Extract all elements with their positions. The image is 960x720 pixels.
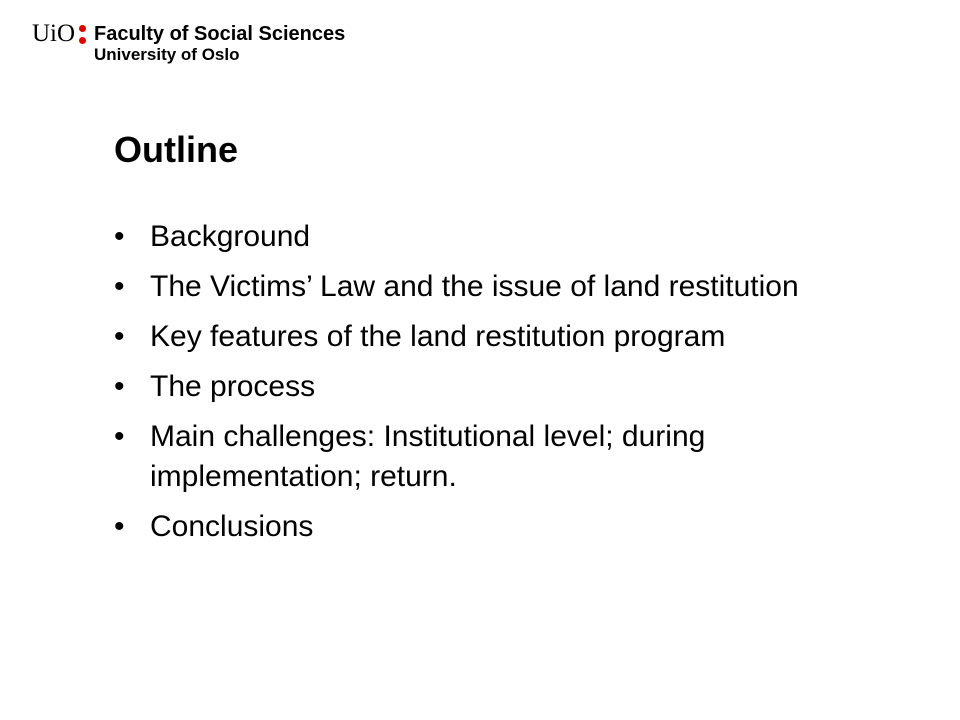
university-name: University of Oslo <box>94 45 240 64</box>
bullet-icon: • <box>114 220 125 253</box>
bullet-icon: • <box>114 510 125 543</box>
list-item-text: Key features of the land restitution program <box>150 320 726 353</box>
slide-title: Outline <box>114 129 238 170</box>
bullet-icon: • <box>114 420 125 453</box>
list-item-text: Main challenges: Institutional level; during implementation; return. <box>150 420 706 493</box>
list-item-text: Conclusions <box>150 510 314 543</box>
faculty-name: Faculty of Social Sciences <box>94 23 346 45</box>
list-item-text: The process <box>150 370 316 403</box>
list-item-text: Background <box>150 220 311 253</box>
bullet-icon: • <box>114 320 125 353</box>
list-item <box>114 417 914 497</box>
list-item-text: The Victims’ Law and the issue of land restitution <box>150 270 799 303</box>
list-item <box>114 267 914 307</box>
uio-logo: UiO <box>32 20 76 47</box>
list-item <box>114 217 914 257</box>
list-item <box>114 317 914 357</box>
bullet-icon: • <box>114 370 125 403</box>
logo-colon-dots-icon <box>79 25 87 45</box>
bullet-icon: • <box>114 270 125 303</box>
list-item <box>114 507 914 547</box>
outline-list <box>114 217 914 557</box>
list-item <box>114 367 914 407</box>
